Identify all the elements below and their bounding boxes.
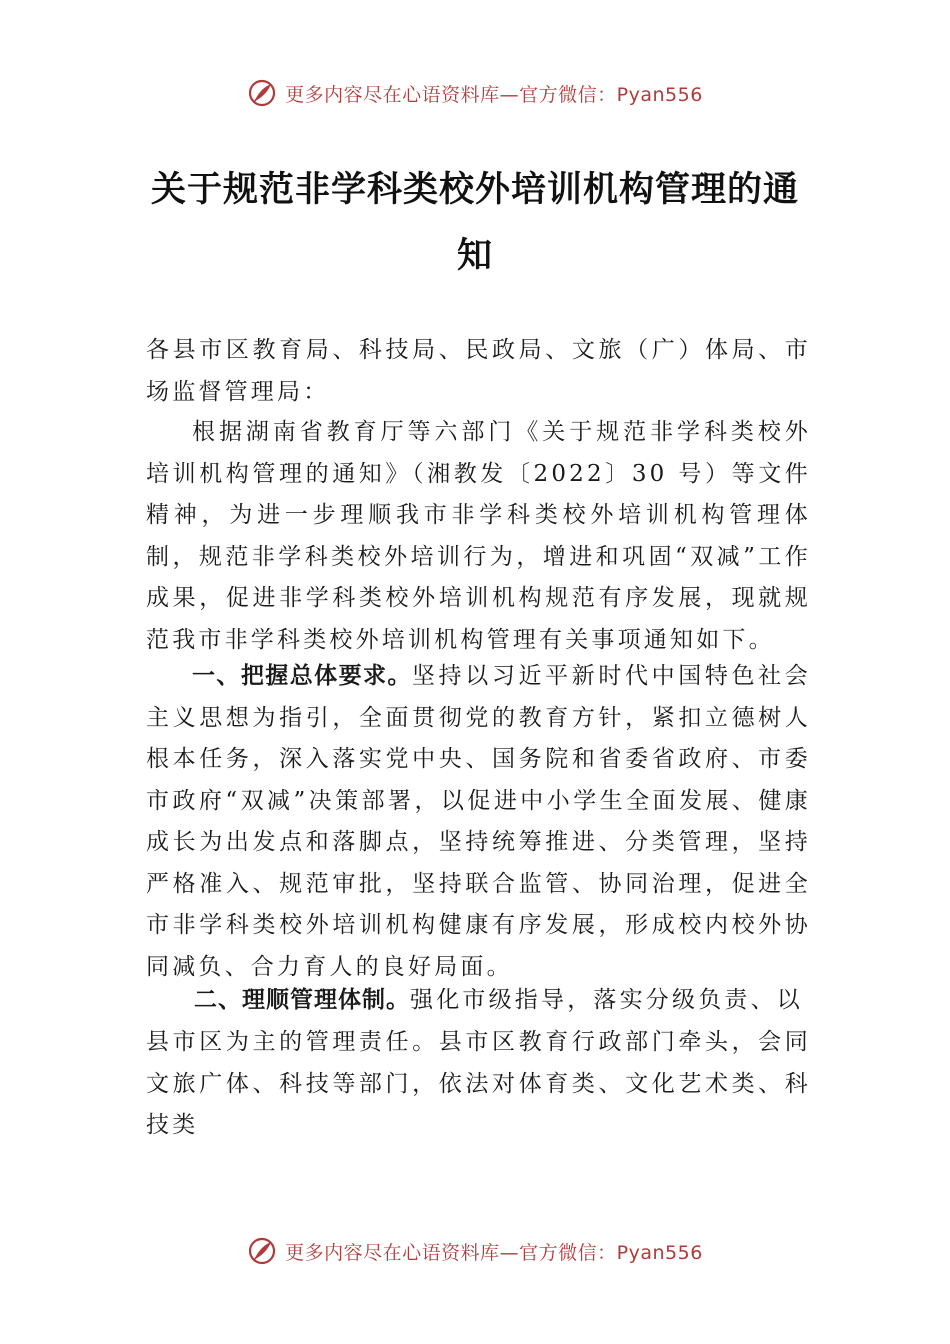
section-1-paragraph [146, 656, 811, 988]
document-title-line-1: 关于规范非学科类校外培训机构管理的通 [150, 170, 799, 210]
document-title-line-2: 知 [456, 236, 493, 276]
section-2-text-line-1: 强化市级指导，落实分级负责、以 [410, 987, 803, 1013]
section-1-heading: 一、把握总体要求。 [192, 663, 412, 689]
feather-pen-logo-icon [247, 78, 277, 108]
section-1-text: 坚持以习近平新时代中国特色社会主义思想为指引，全面贯彻党的教育方针，紧扣立德树人根本任务，深入落实党中央、国务院和省委省政府、市委市政府“双减”决策部署，以促进中小学生全面发展、健康成长为出发点和落脚点，坚持统筹推进、分类管理，坚持严格准入、规范审批，坚持联合监管、协同治理，促进全市非学科类校外培训机构健康有序发展，形成校内校外协同减负、合力育人的良好局面。 [146, 663, 812, 980]
section-2-first-line [194, 980, 811, 1022]
watermark-text: 更多内容尽在心语资料库—官方微信：Pyan556 [285, 83, 703, 106]
watermark-footer [0, 1236, 950, 1266]
addressee: 各县市区教育局、科技局、民政局、文旅（广）体局、市场监督管理局： [146, 337, 811, 405]
section-2-text-continued: 县市区为主的管理责任。县市区教育行政部门牵头，会同文旅广体、科技等部门，依法对体育类、文化艺术类、科技类 [146, 1029, 811, 1138]
watermark-text: 更多内容尽在心语资料库—官方微信：Pyan556 [285, 1241, 703, 1264]
section-2-heading: 二、理顺管理体制。 [194, 987, 410, 1013]
feather-pen-logo-icon [247, 1236, 277, 1266]
watermark-header [0, 78, 950, 108]
intro-paragraph: 根据湖南省教育厅等六部门《关于规范非学科类校外培训机构管理的通知》（湘教发〔2022〕30 号）等文件精神，为进一步理顺我市非学科类校外培训机构管理体制，规范非学科类校外培训行为，增进和巩固“双减”工作成果，促进非学科类校外培训机构规范有序发展，现就规范我市非学科类校外培训机构管理有关事项通知如下。 [146, 419, 811, 653]
